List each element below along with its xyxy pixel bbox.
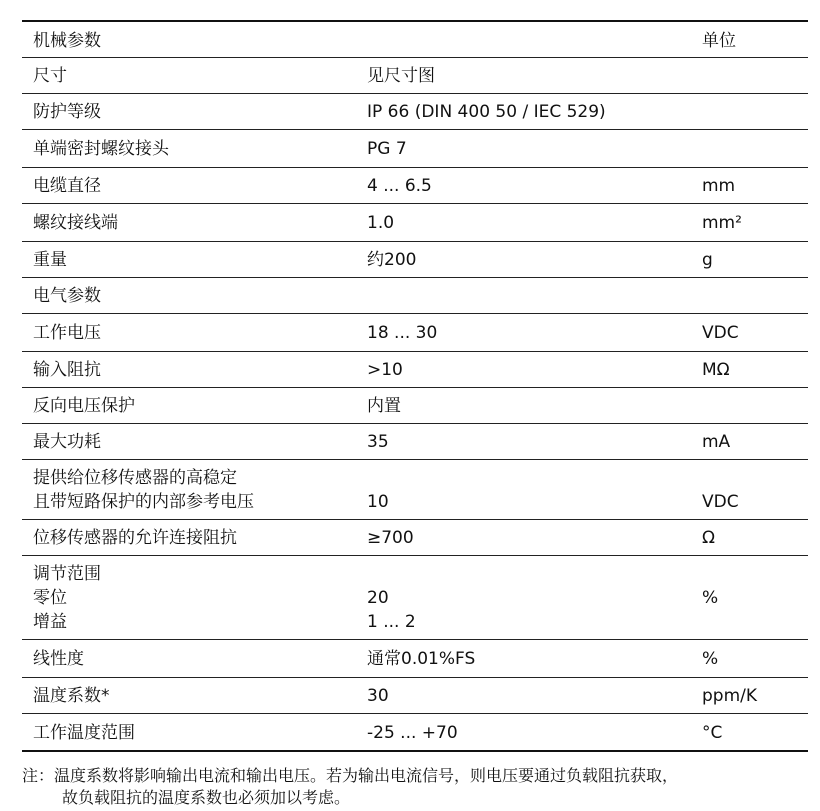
label-line: 温度系数* xyxy=(33,686,110,706)
unit-line xyxy=(702,562,808,586)
param-value xyxy=(367,526,702,550)
table-row xyxy=(22,130,808,168)
param-value xyxy=(367,137,702,161)
param-name xyxy=(22,137,367,161)
table-row xyxy=(22,314,808,352)
footnote-line-1: 注：温度系数将影响输出电流和输出电压。若为输出电流信号，则电压要通过负载阻抗获取， xyxy=(22,766,679,785)
label-line: 提供给位移传感器的高稳定 xyxy=(33,468,237,488)
label-line: 零位 xyxy=(33,588,67,608)
unit-line: g xyxy=(702,250,713,270)
value-line: ≥700 xyxy=(367,528,414,548)
table-row xyxy=(22,556,808,640)
label-line: 电缆直径 xyxy=(33,176,101,196)
param-value xyxy=(367,430,702,454)
value-line: 1 ... 2 xyxy=(367,612,416,632)
unit-line: mm xyxy=(702,176,736,196)
mechanical-params-heading: 机械参数 xyxy=(33,31,101,51)
param-value xyxy=(367,466,702,514)
param-unit xyxy=(702,562,808,634)
label-line: 位移传感器的允许连接阻抗 xyxy=(33,528,237,548)
unit-line: mA xyxy=(702,432,731,452)
param-name xyxy=(22,321,367,345)
value-line: 见尺寸图 xyxy=(367,66,435,86)
value-line: 10 xyxy=(367,492,389,512)
label-line: 调节范围 xyxy=(33,564,101,584)
table-row xyxy=(22,204,808,242)
value-line xyxy=(367,466,702,490)
table-row xyxy=(22,424,808,460)
label-line: 反向电压保护 xyxy=(33,396,135,416)
unit-line xyxy=(702,610,808,634)
unit-line: ppm/K xyxy=(702,686,758,706)
param-name xyxy=(22,684,367,708)
value-line: IP 66 (DIN 400 50 / IEC 529) xyxy=(367,102,606,122)
value-line: >10 xyxy=(367,360,403,380)
unit-line xyxy=(702,466,808,490)
label-line: 增益 xyxy=(33,612,67,632)
label-line: 尺寸 xyxy=(33,66,67,86)
param-unit xyxy=(702,430,808,454)
param-unit xyxy=(702,211,808,235)
param-name xyxy=(22,562,367,634)
param-unit xyxy=(702,321,808,345)
footnote-line-2: 故负载阻抗的温度系数也必须加以考虑。 xyxy=(62,788,351,807)
param-name xyxy=(22,100,367,124)
label-line: 螺纹接线端 xyxy=(33,213,118,233)
value-line: 内置 xyxy=(367,396,401,416)
unit-line: °C xyxy=(702,723,723,743)
param-name xyxy=(22,466,367,514)
table-row xyxy=(22,640,808,678)
unit-line: VDC xyxy=(702,323,739,343)
label-line: 线性度 xyxy=(33,649,84,669)
param-unit xyxy=(702,721,808,745)
unit-line xyxy=(702,64,808,88)
table-row xyxy=(22,460,808,520)
label-line: 且带短路保护的内部参考电压 xyxy=(33,492,254,512)
value-line xyxy=(367,284,702,308)
param-value xyxy=(367,684,702,708)
param-name xyxy=(22,721,367,745)
param-value xyxy=(367,321,702,345)
table-row xyxy=(22,520,808,556)
param-value xyxy=(367,100,702,124)
unit-line: MΩ xyxy=(702,360,730,380)
param-unit xyxy=(702,284,808,308)
param-name xyxy=(22,394,367,418)
param-unit xyxy=(702,137,808,161)
param-unit xyxy=(702,647,808,671)
table-row xyxy=(22,714,808,752)
param-unit xyxy=(702,394,808,418)
table-row xyxy=(22,58,808,94)
param-value xyxy=(367,211,702,235)
label-line: 电气参数 xyxy=(33,286,101,306)
label-line: 单端密封螺纹接头 xyxy=(33,139,169,159)
param-name xyxy=(22,211,367,235)
param-value xyxy=(367,64,702,88)
param-unit xyxy=(702,174,808,198)
param-name xyxy=(22,248,367,272)
param-name xyxy=(22,430,367,454)
param-name xyxy=(22,284,367,308)
unit-column-heading: 单位 xyxy=(702,31,736,51)
param-value xyxy=(367,358,702,382)
param-unit xyxy=(702,526,808,550)
value-line: 35 xyxy=(367,432,389,452)
label-line: 工作温度范围 xyxy=(33,723,135,743)
param-value xyxy=(367,284,702,308)
unit-line xyxy=(702,137,808,161)
param-value xyxy=(367,562,702,634)
unit-line xyxy=(702,100,808,124)
table-row xyxy=(22,388,808,424)
unit-line: % xyxy=(702,588,719,608)
spec-table xyxy=(22,20,808,752)
param-name xyxy=(22,647,367,671)
unit-line: % xyxy=(702,649,719,669)
table-row xyxy=(22,242,808,278)
table-row xyxy=(22,278,808,314)
param-unit xyxy=(702,248,808,272)
label-line: 工作电压 xyxy=(33,323,101,343)
value-line: -25 ... +70 xyxy=(367,723,458,743)
value-line: PG 7 xyxy=(367,139,407,159)
value-line: 约200 xyxy=(367,250,417,270)
table-body xyxy=(22,58,808,752)
table-row xyxy=(22,168,808,204)
label-line: 防护等级 xyxy=(33,102,101,122)
footnote xyxy=(22,765,812,809)
value-line: 30 xyxy=(367,686,389,706)
value-line xyxy=(367,562,702,586)
param-value xyxy=(367,721,702,745)
param-value xyxy=(367,248,702,272)
label-line: 最大功耗 xyxy=(33,432,101,452)
unit-line: mm² xyxy=(702,213,742,233)
param-name xyxy=(22,174,367,198)
unit-line: VDC xyxy=(702,492,739,512)
param-unit xyxy=(702,358,808,382)
value-line: 18 ... 30 xyxy=(367,323,438,343)
table-row xyxy=(22,352,808,388)
unit-line xyxy=(702,394,808,418)
param-name xyxy=(22,526,367,550)
unit-line: Ω xyxy=(702,528,715,548)
label-line: 重量 xyxy=(33,250,67,270)
table-header-row xyxy=(22,20,808,58)
param-unit xyxy=(702,100,808,124)
value-line: 通常0.01%FS xyxy=(367,649,476,669)
param-unit xyxy=(702,64,808,88)
param-name xyxy=(22,358,367,382)
label-line: 输入阻抗 xyxy=(33,360,101,380)
unit-line xyxy=(702,284,808,308)
param-value xyxy=(367,394,702,418)
param-unit xyxy=(702,466,808,514)
table-row xyxy=(22,94,808,130)
value-line: 1.0 xyxy=(367,213,395,233)
table-row xyxy=(22,678,808,714)
value-line: 4 ... 6.5 xyxy=(367,176,432,196)
param-value xyxy=(367,174,702,198)
value-line: 20 xyxy=(367,588,389,608)
param-unit xyxy=(702,684,808,708)
param-value xyxy=(367,647,702,671)
param-name xyxy=(22,64,367,88)
